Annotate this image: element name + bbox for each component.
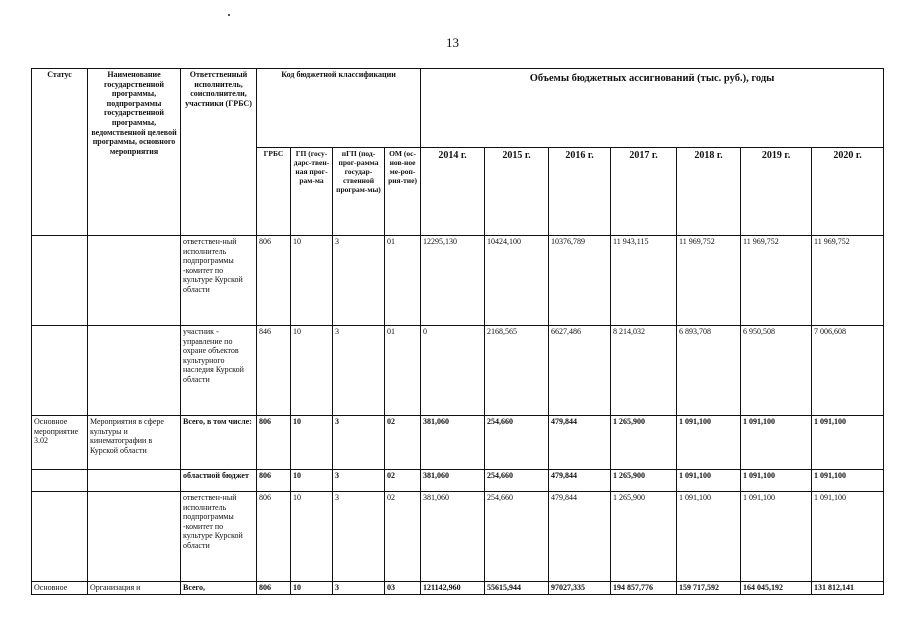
cell-grbs: 806 <box>257 582 291 595</box>
cell-om: 01 <box>385 326 421 416</box>
page-number: 13 <box>446 35 459 50</box>
cell-value: 1 091,100 <box>741 470 812 492</box>
cell-name <box>88 470 181 492</box>
cell-gp: 10 <box>291 470 333 492</box>
cell-value: 254,660 <box>485 470 549 492</box>
cell-gp: 10 <box>291 236 333 326</box>
cell-status <box>32 236 88 326</box>
cell-value: 479,844 <box>549 416 611 470</box>
header-year: 2016 г. <box>549 148 611 236</box>
cell-om: 03 <box>385 582 421 595</box>
header-year: 2015 г. <box>485 148 549 236</box>
cell-value: 12295,130 <box>421 236 485 326</box>
cell-responsible: Всего, в том числе: <box>181 416 257 470</box>
cell-value: 381,060 <box>421 416 485 470</box>
cell-value: 6627,486 <box>549 326 611 416</box>
cell-grbs: 806 <box>257 416 291 470</box>
cell-pgp: 3 <box>333 326 385 416</box>
table-row <box>32 416 884 470</box>
header-om: ОМ (ос-нов-ное ме-роп-рия-тие) <box>385 148 421 236</box>
cell-value: 1 091,100 <box>741 416 812 470</box>
cell-pgp: 3 <box>333 416 385 470</box>
budget-table <box>31 68 884 595</box>
cell-value: 1 091,100 <box>812 470 884 492</box>
cell-name <box>88 492 181 582</box>
header-year: 2019 г. <box>741 148 812 236</box>
cell-value: 1 091,100 <box>677 470 741 492</box>
cell-value: 1 091,100 <box>741 492 812 582</box>
cell-value: 479,844 <box>549 492 611 582</box>
cell-value: 1 265,900 <box>611 416 677 470</box>
cell-value: 11 969,752 <box>677 236 741 326</box>
cell-value: 10376,789 <box>549 236 611 326</box>
header-responsible: Ответственный исполнитель, соисполнители, участники (ГРБС) <box>181 69 257 236</box>
cell-name: Организация и <box>88 582 181 595</box>
cell-om: 02 <box>385 416 421 470</box>
cell-gp: 10 <box>291 492 333 582</box>
table-row <box>32 470 884 492</box>
cell-om: 01 <box>385 236 421 326</box>
cell-value: 55615,944 <box>485 582 549 595</box>
cell-om: 02 <box>385 492 421 582</box>
cell-pgp: 3 <box>333 582 385 595</box>
cell-gp: 10 <box>291 416 333 470</box>
cell-responsible: ответствен-ный исполнитель подпрограммы -комитет по культуре Курской области <box>181 492 257 582</box>
header-volumes-group: Объемы бюджетных ассигнований (тыс. руб.), годы <box>421 69 884 148</box>
cell-value: 1 091,100 <box>677 416 741 470</box>
cell-status: Основное мероприятие 3.02 <box>32 416 88 470</box>
header-gp: ГП (госу-дарс-твен-ная прог-рам-ма <box>291 148 333 236</box>
cell-status <box>32 326 88 416</box>
cell-value: 10424,100 <box>485 236 549 326</box>
cell-status <box>32 492 88 582</box>
header-status: Статус <box>32 69 88 236</box>
table-row <box>32 326 884 416</box>
cell-responsible: участник - управление по охране объектов культурного наследия Курской области <box>181 326 257 416</box>
cell-value: 8 214,032 <box>611 326 677 416</box>
cell-value: 11 969,752 <box>741 236 812 326</box>
cell-name: Мероприятия в сфере культуры и кинематографии в Курской области <box>88 416 181 470</box>
cell-responsible: Всего, <box>181 582 257 595</box>
cell-grbs: 846 <box>257 326 291 416</box>
cell-value: 1 265,900 <box>611 470 677 492</box>
cell-value: 1 091,100 <box>812 492 884 582</box>
header-pgp: пГП (под-прог-рамма государ-ственной програм-мы) <box>333 148 385 236</box>
cell-value: 6 950,508 <box>741 326 812 416</box>
cell-value: 1 091,100 <box>812 416 884 470</box>
cell-value: 1 265,900 <box>611 492 677 582</box>
cell-responsible: ответствен-ный исполнитель подпрограммы -комитет по культуре Курской области <box>181 236 257 326</box>
cell-grbs: 806 <box>257 492 291 582</box>
cell-name <box>88 236 181 326</box>
cell-value: 0 <box>421 326 485 416</box>
cell-value: 194 857,776 <box>611 582 677 595</box>
table-row <box>32 582 884 595</box>
header-year: 2014 г. <box>421 148 485 236</box>
cell-value: 2168,565 <box>485 326 549 416</box>
cell-responsible: областной бюджет <box>181 470 257 492</box>
cell-value: 11 943,115 <box>611 236 677 326</box>
cell-grbs: 806 <box>257 236 291 326</box>
cell-value: 479,844 <box>549 470 611 492</box>
header-year: 2017 г. <box>611 148 677 236</box>
scan-speck <box>228 14 230 16</box>
cell-value: 254,660 <box>485 492 549 582</box>
cell-value: 97027,335 <box>549 582 611 595</box>
header-code-group: Код бюджетной классификации <box>257 69 421 148</box>
cell-value: 7 006,608 <box>812 326 884 416</box>
header-year: 2018 г. <box>677 148 741 236</box>
cell-status: Основное <box>32 582 88 595</box>
cell-value: 381,060 <box>421 470 485 492</box>
cell-status <box>32 470 88 492</box>
header-grbs: ГРБС <box>257 148 291 236</box>
table-row <box>32 236 884 326</box>
cell-name <box>88 326 181 416</box>
cell-value: 164 045,192 <box>741 582 812 595</box>
cell-pgp: 3 <box>333 236 385 326</box>
header-name: Наименование государственной программы, подпрограммы государственной программы, ведомственной целевой программы, основного мероприятия <box>88 69 181 236</box>
cell-value: 1 091,100 <box>677 492 741 582</box>
cell-value: 6 893,708 <box>677 326 741 416</box>
cell-value: 254,660 <box>485 416 549 470</box>
header-year: 2020 г. <box>812 148 884 236</box>
cell-grbs: 806 <box>257 470 291 492</box>
cell-pgp: 3 <box>333 470 385 492</box>
cell-gp: 10 <box>291 582 333 595</box>
table-row <box>32 492 884 582</box>
cell-gp: 10 <box>291 326 333 416</box>
cell-om: 02 <box>385 470 421 492</box>
cell-value: 131 812,141 <box>812 582 884 595</box>
cell-value: 159 717,592 <box>677 582 741 595</box>
cell-value: 11 969,752 <box>812 236 884 326</box>
cell-value: 381,060 <box>421 492 485 582</box>
cell-pgp: 3 <box>333 492 385 582</box>
cell-value: 121142,960 <box>421 582 485 595</box>
